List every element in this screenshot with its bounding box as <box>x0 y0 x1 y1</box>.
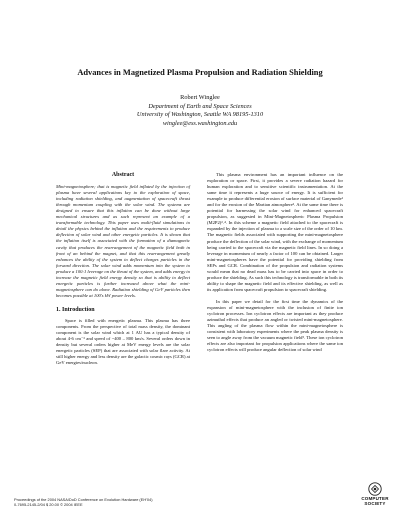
footer-proceedings: Proceedings of the 2004 NASA/DoD Conference on Evolution Hardware (EH'04) <box>14 497 153 502</box>
author-email: winglee@ess.washington.edu <box>162 119 238 127</box>
author-department: Department of Earth and Space Sciences <box>148 102 252 110</box>
abstract-text: Mini-magnetosphere; that is magnetic field inflated by the injection of plasma have several applications key to the exploration of space, including radiation shielding, and augmentation of spacecraft thrust through momentum coupling with the solar wind. The systems are designed to ensure that this inflation can be done without large mechanical structures and as such represent an example of a transformable technology. This paper uses multi-fluid simulations to detail the physics behind the inflation and the requirements to produce deflection of solar wind and other energetic particles. It is shown that the inflation itself is associated with the formation of a diamagnetic cavity that produces the rearrangement of the magnetic field both in front of an behind the magnet, and that this rearrangement greatly enhances the ability of the system to deflect charges particles in the forward direction. The solar wind adds momentum into the system to produce a 100:1 leverage on the thrust of the system, and adds energy to increase the magnetic field energy density so that is ability to deflect energetic particles is further increased above what the mini-magnetosphere can do alone. Radiation shielding of GeV particles then becomes possible at 100's kW power levels. <box>56 184 190 298</box>
author-name: Robert Winglee <box>180 94 220 101</box>
footer-copyright: 0-7695-2145-2/04 $ 20.00 © 2004 IEEE <box>14 502 83 507</box>
author-university: University of Washington, Seattle WA 98195-1310 <box>136 111 264 118</box>
author-block <box>0 94 400 128</box>
paper-title: Advances in Magnetized Plasma Propulsion and Radiation Shielding <box>77 68 323 77</box>
introduction-heading: 1. Introduction <box>56 306 95 313</box>
left-column <box>56 172 190 366</box>
introduction-paragraph: Space is filled with energetic plasma. This plasma has three components. From the perspective of total mass density, the dominant component is the solar wind which at 1 AU has a typical density of about 4-6 cm⁻³ and speed of ~400 – 800 km/s. Several orders down in density but several orders higher at MeV energy levels are the solar energetic particles (SEP) that are associated with solar flare activity. At still higher energy and less density are the galactic cosmic rays (GCR) at GeV energies/nucleon. <box>56 317 190 366</box>
body-paragraph-1: This plasma environment has an important influence on the exploration or space. First, it provides a severe radiation hazard for human exploration and to sensitive scientific instrumentation. At the same time it represents a huge source of energy. It is sufficient for example to produce differential erosion of surface material of Ganymede¹ and for the erosion of the Martian atmosphere². At the same time there is potential for harnessing the solar wind for enhanced spacecraft propulsion, as suggested in Mini-Magnetospheric Plasma Propulsion (M2P2)³˒⁴. In this scheme a magnetic field attached to the spacecraft is expanded by the injection of plasma to a scale size of the order of 10 km. The magnetic fields associated with supporting the mini-magnetosphere produce the deflection of the solar wind, with the exchange of momentum being carried to the spacecraft via the magnetic field lines. In so doing a leverage in momentum of nearly a factor of 100 can be obtained. Larger mini-magnetospheres have the potential for providing shielding from SEPs and GCR. Combination of the propulsion and radiation systems would mean that no dead mass has to be carried into space in order to produce the shielding. As such this technology is transformable in both its ability to shape the magnetic field and its effective shielding, as well as its application from spacecraft propulsion to spacecraft shielding. <box>207 172 344 292</box>
body-paragraph-2: In this paper we detail for the first time the dynamics of the expansion of mini-magnetosphere with the inclusion of finite ion cyclotron processes. Ion cyclotron effects are important as they produce azimuthal effects that produce an angled or twisted mini-magnetosphere. This angling of the plasma flow within the mini-magnetosphere is consistent with laboratory experiments where the peak plasma density is seen to angle away from the vacuum magnetic field⁵. These ion cyclotron effects are also important for propulsion applications where the same ion cyclotron effects will produce angular deflection of solar wind <box>207 298 343 353</box>
page-footer <box>14 497 153 507</box>
logo-text-computer: COMPUTER <box>361 496 389 501</box>
computer-society-emblem-icon <box>368 482 382 496</box>
right-column <box>207 172 343 353</box>
abstract-heading: Abstract <box>111 172 135 178</box>
logo-text-society: SOCIETY <box>364 501 386 506</box>
computer-society-logo <box>360 482 390 506</box>
